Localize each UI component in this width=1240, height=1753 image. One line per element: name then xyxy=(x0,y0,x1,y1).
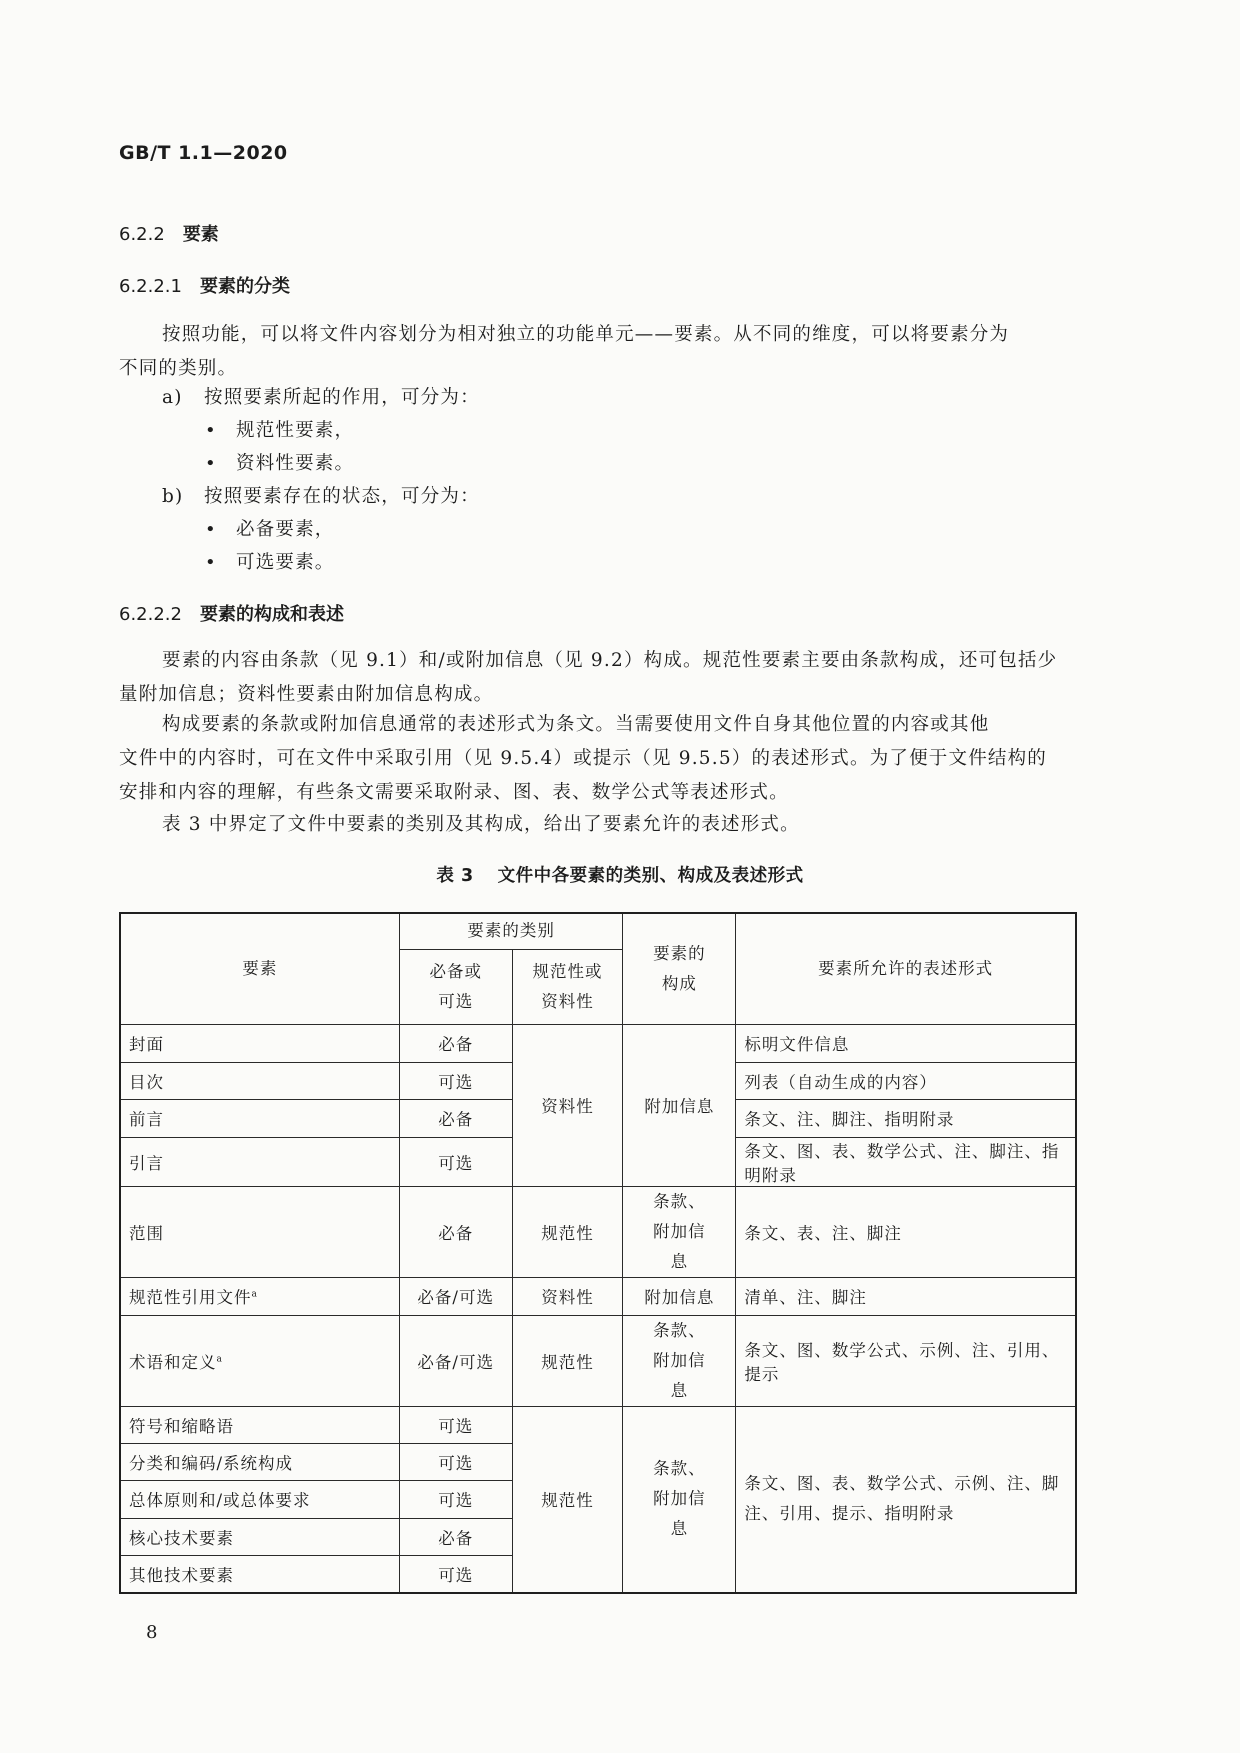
list-bullet: 资料性要素。 xyxy=(236,453,355,474)
text-line: 量附加信息；资料性要素由附加信息构成。 xyxy=(119,684,494,705)
heading-number: 6.2.2.1 xyxy=(119,276,182,297)
cell-element: 符号和缩略语 xyxy=(120,1406,399,1443)
paragraph-classification-intro xyxy=(119,318,1081,386)
footnote-mark: a xyxy=(216,1354,223,1364)
table-number: 表 3 xyxy=(436,866,474,886)
heading-number: 6.2.2.2 xyxy=(119,604,182,625)
paragraph-expression xyxy=(119,708,1081,810)
cell-element: 目次 xyxy=(120,1062,399,1099)
cell-normative: 规范性 xyxy=(512,1315,623,1406)
cell-forms: 清单、注、脚注 xyxy=(736,1277,1076,1315)
bullet-symbol: • xyxy=(205,453,216,474)
element-name: 术语和定义 xyxy=(129,1352,217,1372)
cell-required: 必备 xyxy=(399,1099,512,1137)
list-item-a-text: 按照要素所起的作用，可分为： xyxy=(204,387,480,408)
table-row xyxy=(120,1406,1076,1443)
cell-element xyxy=(120,1277,399,1315)
cell-element: 封面 xyxy=(120,1024,399,1062)
bullet-symbol: • xyxy=(205,519,216,540)
list-bullet: 必备要素， xyxy=(236,519,335,540)
header-element: 要素 xyxy=(120,913,399,1024)
cell-normative: 规范性 xyxy=(512,1186,623,1277)
text-line: 构成要素的条款或附加信息通常的表述形式为条文。当需要使用文件自身其他位置的内容或其他 xyxy=(162,714,990,735)
bullet-symbol: • xyxy=(205,420,216,441)
heading-6-2-2-1 xyxy=(119,272,290,298)
table-title: 文件中各要素的类别、构成及表述形式 xyxy=(497,866,804,886)
cell-required: 可选 xyxy=(399,1555,512,1593)
cell-composition: 附加信息 xyxy=(623,1277,736,1315)
text-line: 文件中的内容时，可在文件中采取引用（见 9.5.4）或提示（见 9.5.5）的表述形式。为了便于文件结构的 xyxy=(119,748,1048,769)
cell-element: 分类和编码/系统构成 xyxy=(120,1443,399,1480)
page-number: 8 xyxy=(146,1622,158,1643)
cell-composition: 附加信息 xyxy=(623,1024,736,1186)
text-line: 不同的类别。 xyxy=(119,358,238,379)
list-marker-a: a) xyxy=(162,387,183,408)
heading-6-2-2-2 xyxy=(119,600,344,626)
cell-composition: 条款、附加信息 xyxy=(623,1186,736,1277)
cell-normative: 资料性 xyxy=(512,1277,623,1315)
header-normative: 规范性或资料性 xyxy=(512,949,623,1024)
elements-table xyxy=(119,912,1077,1594)
table-row xyxy=(120,1024,1076,1062)
cell-forms: 标明文件信息 xyxy=(736,1024,1076,1062)
cell-element: 核心技术要素 xyxy=(120,1518,399,1555)
header-forms: 要素所允许的表述形式 xyxy=(736,913,1076,1024)
cell-required: 可选 xyxy=(399,1443,512,1480)
cell-composition: 条款、附加信息 xyxy=(623,1315,736,1406)
cell-normative: 规范性 xyxy=(512,1406,623,1593)
header-category: 要素的类别 xyxy=(399,913,623,949)
cell-forms: 条文、图、表、数学公式、注、脚注、指明附录 xyxy=(736,1137,1076,1186)
heading-title: 要素的分类 xyxy=(199,276,290,297)
cell-required: 必备/可选 xyxy=(399,1277,512,1315)
cell-forms: 条文、图、数学公式、示例、注、引用、提示 xyxy=(736,1315,1076,1406)
table-row xyxy=(120,1315,1076,1406)
heading-number: 6.2.2 xyxy=(119,224,165,245)
cell-element: 引言 xyxy=(120,1137,399,1186)
cell-forms: 条文、表、注、脚注 xyxy=(736,1186,1076,1277)
cell-forms: 列表（自动生成的内容） xyxy=(736,1062,1076,1099)
cell-element: 其他技术要素 xyxy=(120,1555,399,1593)
header-required: 必备或可选 xyxy=(399,949,512,1024)
bullet-symbol: • xyxy=(205,552,216,573)
paragraph-composition xyxy=(119,644,1081,712)
cell-forms: 条文、图、表、数学公式、示例、注、脚注、引用、提示、指明附录 xyxy=(736,1406,1076,1593)
element-name: 规范性引用文件 xyxy=(129,1288,252,1307)
cell-element: 范围 xyxy=(120,1186,399,1277)
text-line: 要素的内容由条款（见 9.1）和/或附加信息（见 9.2）构成。规范性要素主要由条款构成，还可包括少 xyxy=(162,650,1058,671)
cell-element: 前言 xyxy=(120,1099,399,1137)
text-line: 表 3 中界定了文件中要素的类别及其构成，给出了要素允许的表述形式。 xyxy=(162,814,800,835)
table-caption xyxy=(0,862,1240,887)
table-row xyxy=(120,1277,1076,1315)
list-bullet: 可选要素。 xyxy=(236,552,335,573)
list-marker-b: b) xyxy=(162,486,184,507)
cell-required: 可选 xyxy=(399,1137,512,1186)
header-composition: 要素的构成 xyxy=(623,913,736,1024)
cell-composition: 条款、附加信息 xyxy=(623,1406,736,1593)
cell-element: 总体原则和/或总体要求 xyxy=(120,1480,399,1518)
text-line: 按照功能，可以将文件内容划分为相对独立的功能单元——要素。从不同的维度，可以将要素分为 xyxy=(162,324,1010,345)
paragraph-table-ref xyxy=(119,808,1081,842)
text-line: 安排和内容的理解，有些条文需要采取附录、图、表、数学公式等表述形式。 xyxy=(119,782,789,803)
heading-title: 要素 xyxy=(182,224,219,245)
list-item-b-text: 按照要素存在的状态，可分为： xyxy=(204,486,480,507)
footnote-mark: a xyxy=(251,1289,258,1300)
cell-required: 可选 xyxy=(399,1406,512,1443)
cell-required: 可选 xyxy=(399,1480,512,1518)
cell-required: 必备 xyxy=(399,1518,512,1555)
cell-required: 必备 xyxy=(399,1186,512,1277)
standard-id: GB/T 1.1—2020 xyxy=(119,142,288,164)
cell-element xyxy=(120,1315,399,1406)
cell-required: 必备 xyxy=(399,1024,512,1062)
list-bullet: 规范性要素， xyxy=(236,420,355,441)
cell-required: 必备/可选 xyxy=(399,1315,512,1406)
cell-required: 可选 xyxy=(399,1062,512,1099)
heading-6-2-2 xyxy=(119,220,219,246)
table-row xyxy=(120,1186,1076,1277)
cell-normative: 资料性 xyxy=(512,1024,623,1186)
heading-title: 要素的构成和表述 xyxy=(199,604,344,625)
cell-forms: 条文、注、脚注、指明附录 xyxy=(736,1099,1076,1137)
